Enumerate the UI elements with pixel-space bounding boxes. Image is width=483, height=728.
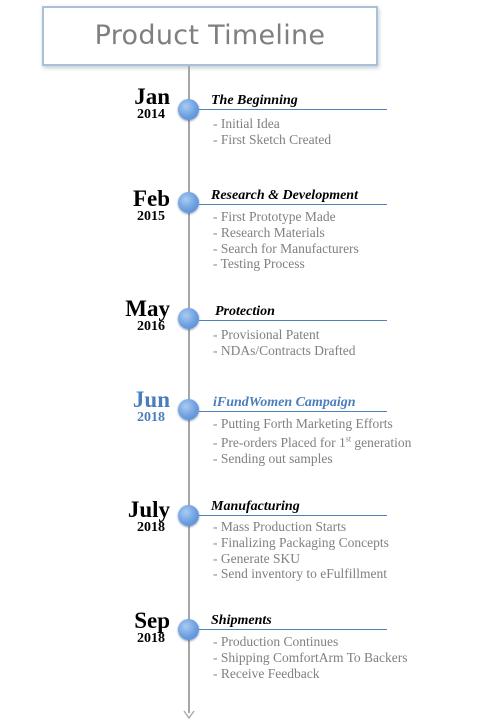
event-item: - Shipping ComfortArm To Backers: [213, 649, 408, 665]
event-item-text: - Pre-orders Placed for 1st generation: [213, 434, 412, 451]
timeline-dot: [178, 99, 199, 120]
event-item: - NDAs/Contracts Drafted: [213, 342, 356, 358]
event-item: - Mass Production Starts: [213, 519, 347, 534]
event-item: - Send inventory to eFulfillment: [213, 566, 387, 582]
event-item: [213, 432, 411, 451]
event-month: July: [127, 497, 170, 522]
event-year: 2014: [137, 107, 165, 122]
event-heading: The Beginning: [211, 93, 298, 108]
event-rule: [199, 515, 387, 516]
event-item: - Production Continues: [213, 634, 339, 649]
event-year: 2018: [137, 631, 165, 646]
event-items: [213, 416, 411, 467]
event-item: - Testing Process: [213, 256, 305, 272]
event-item: - First Prototype Made: [213, 209, 336, 224]
event-month: Sep: [134, 608, 170, 633]
event-rule: [199, 109, 387, 110]
event-month: May: [125, 296, 170, 321]
event-rule: [199, 320, 387, 321]
event-item: - Finalizing Packaging Concepts: [213, 534, 389, 550]
timeline-arrow-icon: [183, 710, 195, 720]
event-item: - Sending out samples: [213, 451, 333, 467]
event-items: [213, 116, 331, 148]
event-year: 2018: [137, 520, 165, 535]
event-item: - Generate SKU: [213, 550, 300, 566]
event-month: Feb: [132, 186, 170, 211]
event-item: - Putting Forth Marketing Efforts: [213, 416, 393, 431]
event-item: - Research Materials: [213, 224, 325, 240]
page-title: Product Timeline: [94, 20, 326, 51]
timeline-dot: [178, 308, 199, 329]
event-rule: [199, 204, 387, 205]
event-month: Jun: [132, 387, 170, 412]
event-year: 2018: [137, 410, 165, 425]
timeline-dot: [178, 399, 199, 420]
event-heading: Manufacturing: [211, 499, 300, 514]
event-items: [213, 634, 408, 681]
event-month: Jan: [134, 84, 170, 109]
timeline-axis: [188, 66, 190, 713]
event-items: [213, 327, 355, 359]
event-year: 2016: [137, 319, 165, 334]
event-heading: iFundWomen Campaign: [213, 395, 356, 410]
event-heading: Shipments: [211, 613, 272, 628]
timeline-dot: [178, 619, 199, 640]
event-rule: [199, 411, 387, 412]
event-year: 2015: [137, 209, 165, 224]
timeline-dot: [178, 505, 199, 526]
event-rule: [199, 629, 387, 630]
event-item: - Provisional Patent: [213, 327, 320, 342]
title-box: [42, 6, 378, 66]
event-item: - Initial Idea: [213, 116, 280, 131]
event-item: - Search for Manufacturers: [213, 240, 359, 256]
timeline-dot: [178, 192, 199, 213]
event-items: [213, 209, 359, 272]
event-heading: Protection: [215, 304, 275, 319]
event-item: - Receive Feedback: [213, 665, 320, 681]
event-heading: Research & Development: [211, 188, 358, 203]
event-item: - First Sketch Created: [213, 131, 332, 147]
event-items: [213, 519, 389, 582]
